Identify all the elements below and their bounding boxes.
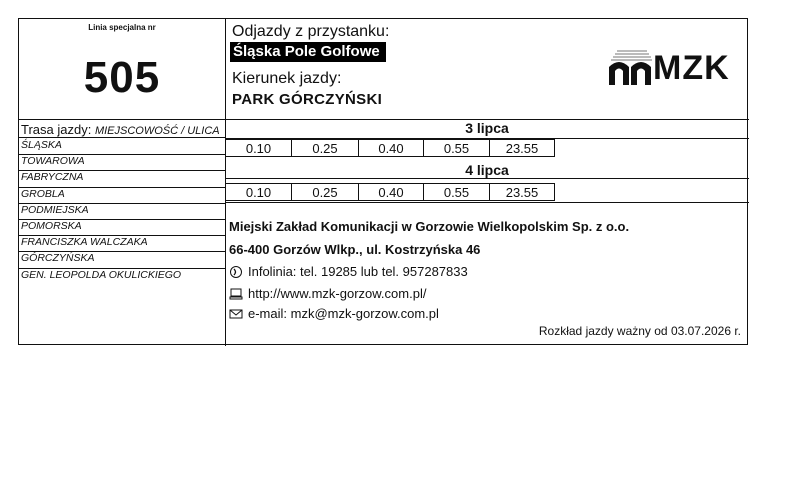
route-stop: ŚLĄSKA bbox=[21, 139, 62, 151]
day2-top-line bbox=[225, 178, 749, 179]
route-header-line bbox=[19, 137, 225, 138]
envelope-icon bbox=[229, 307, 243, 321]
line-number: 505 bbox=[83, 53, 161, 102]
computer-icon bbox=[229, 287, 243, 301]
route-header bbox=[21, 122, 220, 137]
route-stop: TOWAROWA bbox=[21, 155, 85, 168]
route-subtitle: MIEJSCOWOŚĆ / ULICA bbox=[94, 125, 220, 137]
route-stop: GROBLA bbox=[21, 187, 65, 200]
departure-time: 0.10 bbox=[225, 183, 292, 201]
mzk-logo bbox=[607, 49, 747, 89]
direction-name: PARK GÓRCZYŃSKI bbox=[232, 91, 383, 108]
phone-icon bbox=[229, 265, 243, 279]
day-label-2: 4 lipca bbox=[465, 162, 509, 178]
website-contact[interactable] bbox=[229, 286, 426, 301]
stop-name: Śląska Pole Golfowe bbox=[230, 42, 386, 62]
email-link[interactable]: e-mail: mzk@mzk-gorzow.com.pl bbox=[248, 306, 439, 321]
departure-time: 23.55 bbox=[489, 183, 555, 201]
departure-time: 0.40 bbox=[358, 183, 424, 201]
operator-name: Miejski Zakład Komunikacji w Gorzowie Wielkopolskim Sp. z o.o. bbox=[229, 219, 630, 234]
route-stop: GÓRCZYŃSKA bbox=[21, 252, 95, 265]
departure-time: 0.55 bbox=[423, 183, 490, 201]
route-stop: PODMIEJSKA bbox=[21, 203, 89, 216]
schedule-bottom-line bbox=[225, 202, 749, 203]
departure-time: 0.10 bbox=[225, 139, 292, 157]
timetable-sheet bbox=[18, 18, 748, 345]
route-stop: FRANCISZKA WALCZAKA bbox=[21, 236, 148, 249]
departures-label: Odjazdy z przystanku: bbox=[232, 23, 390, 40]
day-label-1: 3 lipca bbox=[465, 120, 509, 136]
operator-address: 66-400 Gorzów Wlkp., ul. Kostrzyńska 46 bbox=[229, 242, 481, 257]
phone-text: Infolinia: tel. 19285 lub tel. 957287833 bbox=[248, 264, 468, 279]
phone-contact bbox=[229, 264, 468, 279]
departure-time: 0.25 bbox=[291, 183, 359, 201]
email-contact[interactable] bbox=[229, 306, 439, 321]
departure-time: 0.55 bbox=[423, 139, 490, 157]
direction-label: Kierunek jazdy: bbox=[232, 70, 342, 87]
route-stop: GEN. LEOPOLDA OKULICKIEGO bbox=[21, 268, 182, 281]
route-title: Trasa jazdy: bbox=[21, 122, 92, 137]
line-caption: Linia specjalna nr bbox=[88, 23, 156, 32]
departure-time: 0.40 bbox=[358, 139, 424, 157]
mzk-logo-icon bbox=[607, 49, 653, 87]
departure-time: 0.25 bbox=[291, 139, 359, 157]
website-link[interactable]: http://www.mzk-gorzow.com.pl/ bbox=[248, 286, 427, 301]
route-stop: FABRYCZNA bbox=[21, 171, 84, 184]
validity-note: Rozkład jazdy ważny od 03.07.2026 r. bbox=[538, 324, 741, 338]
logo-text: MZK bbox=[653, 49, 730, 87]
departure-time: 23.55 bbox=[489, 139, 555, 157]
route-stop: POMORSKA bbox=[21, 220, 82, 232]
